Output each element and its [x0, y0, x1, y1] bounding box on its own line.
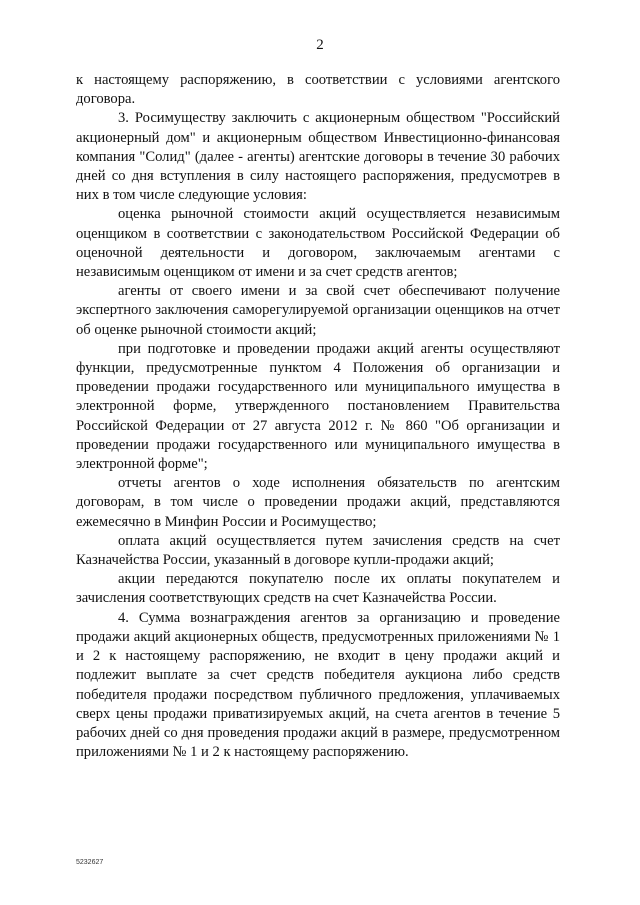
page-number: 2 — [316, 37, 324, 53]
paragraph-item-3: 3. Росимуществу заключить с акционерным обществом "Российский акционерный дом" и акционерным обществом Инвестиционно-финансовая компания "Солид" (далее - агенты) агентские договоры в течение 30 рабочих дней со дня вступления в силу настоящего распоряжения, предусмотрев в них в том числе следующие условия: — [76, 110, 560, 204]
paragraph-item-4: 4. Сумма вознаграждения агентов за организацию и проведение продажи акций акционерных обществ, предусмотренных приложениями № 1 и 2 к настоящему распоряжению, не входит в цену продажи акций и подлежит выплате за счет средств победителя аукциона либо средств победителя продажи посредством публичного предложения, уплачиваемых сверх цены продажи приватизируемых акций, на счета агентов в течение 5 рабочих дней со дня проведения продажи акций в размере, предусмотренном приложениями № 1 и 2 к настоящему распоряжению. — [76, 609, 560, 761]
document-body — [76, 71, 560, 762]
condition-transfer: акции передаются покупателю после их оплаты покупателем и зачисления соответствующих средств на счет Казначейства России. — [76, 571, 560, 607]
paragraph-continuation: к настоящему распоряжению, в соответствии с условиями агентского договора. — [76, 72, 560, 108]
condition-valuation: оценка рыночной стоимости акций осуществляется независимым оценщиком в соответствии с законодательством Российской Федерации об оценочной деятельности и договором, заключаемым агентами с независимым оценщиком от имени и за счет средств агентов; — [76, 206, 560, 281]
condition-payment: оплата акций осуществляется путем зачисления средств на счет Казначейства России, указанный в договоре купли-продажи акций; — [76, 532, 560, 569]
condition-agent-reports: отчеты агентов о ходе исполнения обязательств по агентским договорам, в том числе о проведении продажи акций, представляются ежемесячно в Минфин России и Росимущество; — [76, 475, 560, 530]
condition-agent-functions: при подготовке и проведении продажи акций агенты осуществляют функции, предусмотренные пунктом 4 Положения об организации и проведении продажи государственного или муниципального имущества в электронной форме, утвержденного постановлением Правительства Российской Федерации от 27 августа 2012 г. № 860 "Об организации и проведении продажи государственного или муниципального имущества в электронной форме"; — [76, 340, 560, 473]
condition-expert-opinion: агенты от своего имени и за свой счет обеспечивают получение экспертного заключения саморегулируемой организации оценщиков на отчет об оценке рыночной стоимости акций; — [76, 283, 560, 338]
document-code: 5232627 — [76, 859, 104, 866]
